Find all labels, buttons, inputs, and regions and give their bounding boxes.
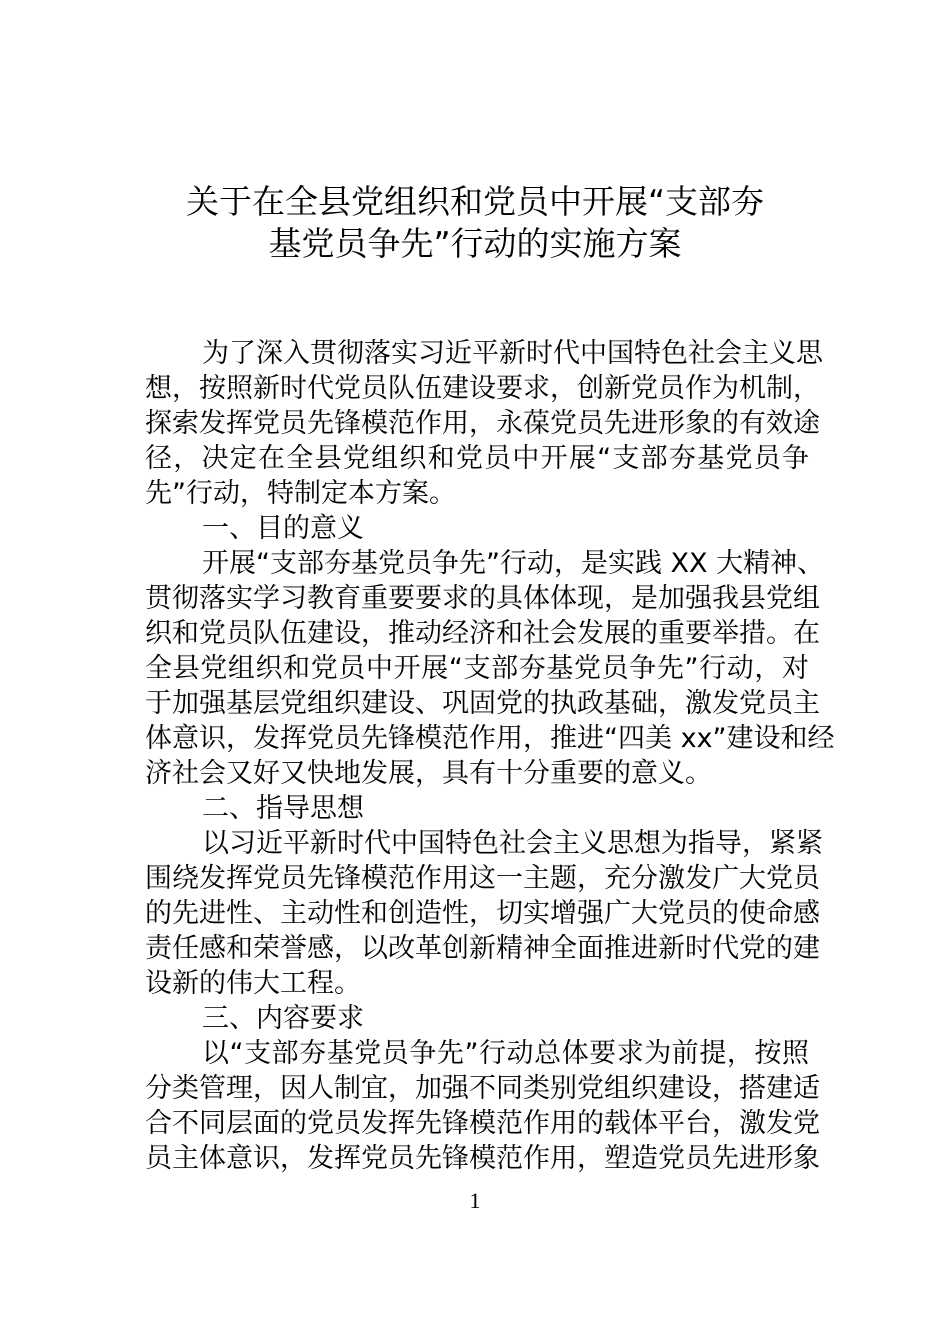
page-number: 1 [469, 1188, 481, 1213]
body-text-line: 的先进性、主动性和创造性，切实增强广大党员的使命感 [145, 898, 820, 929]
document-title-line-2: 基党员争先”行动的实施方案 [268, 224, 682, 263]
body-text-line: 开展“支部夯基党员争先”行动，是实践 XX 大精神、 [202, 548, 825, 579]
section-heading: 三、内容要求 [202, 1003, 364, 1034]
section-heading: 一、目的意义 [202, 513, 364, 544]
body-text-line: 分类管理，因人制宜，加强不同类别党组织建设，搭建适 [145, 1073, 820, 1104]
body-text-line: 以习近平新时代中国特色社会主义思想为指导，紧紧 [202, 828, 823, 859]
body-text-line: 先”行动，特制定本方案。 [145, 478, 456, 509]
body-text-line: 贯彻落实学习教育重要要求的具体体现，是加强我县党组 [145, 583, 820, 614]
body-text-line: 体意识，发挥党员先锋模范作用，推进“四美 xx”建设和经 [145, 723, 835, 754]
document-title-line-1: 关于在全县党组织和党员中开展“支部夯 [185, 182, 765, 221]
body-text-line: 径，决定在全县党组织和党员中开展“支部夯基党员争 [145, 443, 809, 474]
body-text-line: 员主体意识，发挥党员先锋模范作用，塑造党员先进形象 [145, 1143, 820, 1174]
body-text-line: 织和党员队伍建设，推动经济和社会发展的重要举措。在 [145, 618, 820, 649]
body-text-line: 全县党组织和党员中开展“支部夯基党员争先”行动，对 [145, 653, 809, 684]
body-text-line: 以“支部夯基党员争先”行动总体要求为前提，按照 [202, 1038, 809, 1069]
body-text-line: 设新的伟大工程。 [145, 968, 361, 999]
body-text-line: 想，按照新时代党员队伍建设要求，创新党员作为机制， [145, 373, 820, 404]
body-text-line: 济社会又好又快地发展，具有十分重要的意义。 [145, 758, 712, 789]
body-text-line: 责任感和荣誉感，以改革创新精神全面推进新时代党的建 [145, 933, 820, 964]
body-text-line: 于加强基层党组织建设、巩固党的执政基础，激发党员主 [145, 688, 820, 719]
document-body [145, 336, 835, 1176]
body-text-line: 围绕发挥党员先锋模范作用这一主题，充分激发广大党员 [145, 863, 820, 894]
body-text-line: 探索发挥党员先锋模范作用，永葆党员先进形象的有效途 [145, 408, 820, 439]
body-text-line: 合不同层面的党员发挥先锋模范作用的载体平台，激发党 [145, 1108, 820, 1139]
section-heading: 二、指导思想 [202, 793, 364, 824]
body-text-line: 为了深入贯彻落实习近平新时代中国特色社会主义思 [202, 338, 823, 369]
